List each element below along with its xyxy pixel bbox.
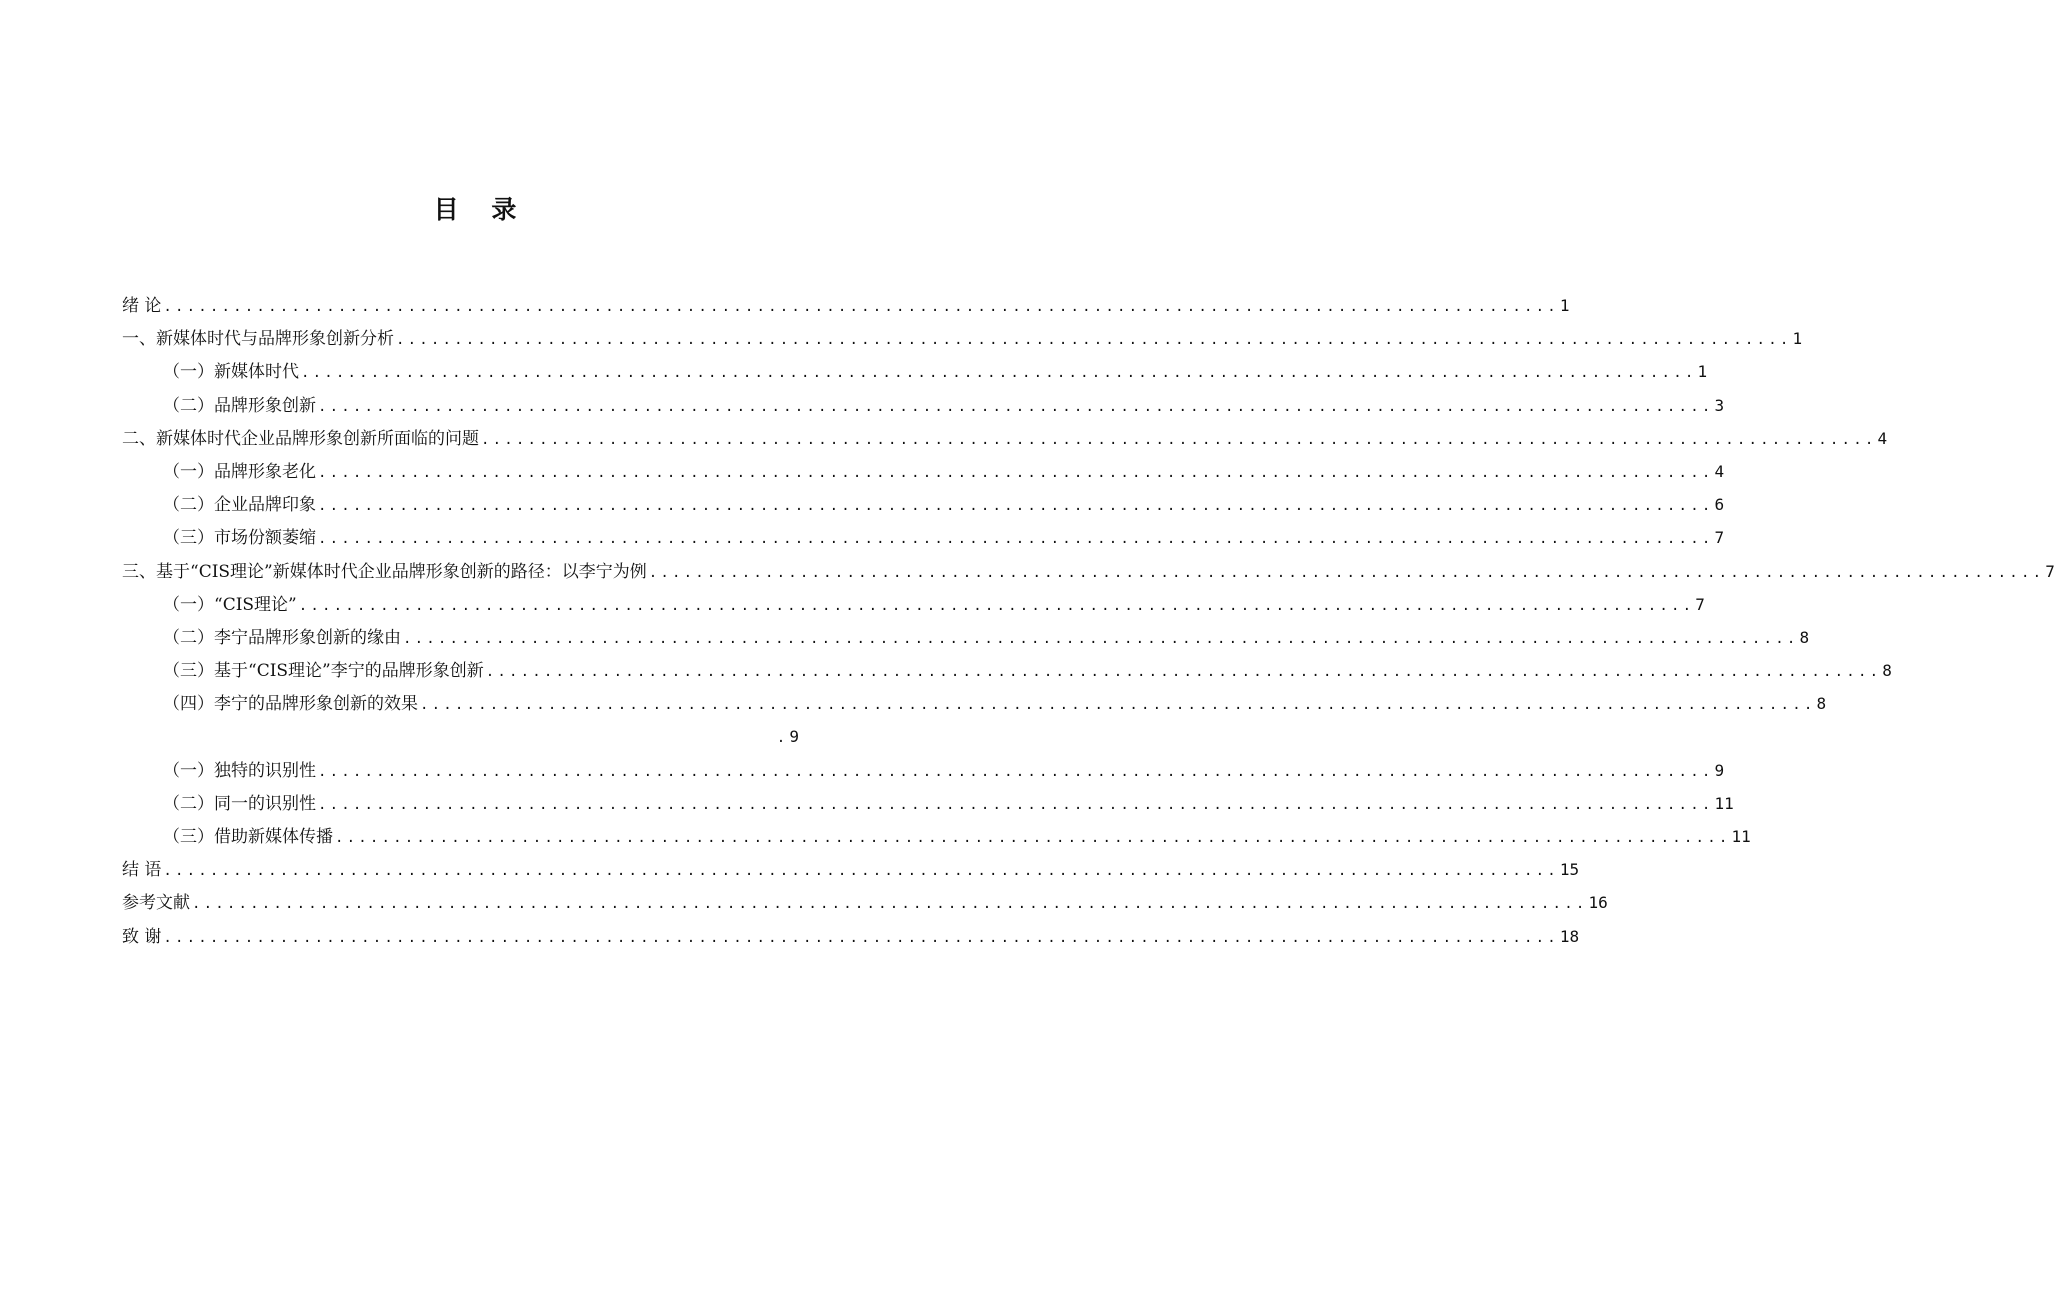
dot-leader: ........................................................................................................................: [301, 365, 1697, 382]
toc-entry-title: （二）同一的识别性: [163, 793, 316, 814]
toc-entry[interactable]: [122, 720, 799, 753]
dot-leader: ........................................................................................................................: [420, 697, 1816, 714]
toc-page-number: 1: [1792, 329, 1803, 349]
toc-page-number: 16: [1588, 893, 1608, 913]
toc-entry[interactable]: [122, 687, 1827, 720]
dot-leader: ........................................................................................................................: [318, 796, 1714, 813]
toc-entry[interactable]: [122, 322, 1803, 355]
dot-leader: ........................................................................................................................: [318, 464, 1714, 481]
toc-entry-title: （一）品牌形象老化: [163, 461, 316, 482]
toc-entry[interactable]: [122, 654, 1892, 687]
toc-entry-title: （三）借助新媒体传播: [163, 827, 333, 847]
toc-entry[interactable]: [122, 820, 1751, 853]
toc-entry[interactable]: [122, 521, 1725, 554]
toc-entry-title: （一）“CIS理论”: [163, 594, 297, 615]
toc-page-number: 1: [1697, 362, 1708, 382]
dot-leader: ........................................................................................................................: [481, 431, 1877, 448]
dot-leader: ........................................................................................................................: [163, 299, 1559, 315]
toc-page-number: 9: [789, 727, 799, 747]
toc-entry-title: 三、基于“CIS理论”新媒体时代企业品牌形象创新的路径：以李宁为例: [122, 561, 647, 582]
toc-entry-title: （二）李宁品牌形象创新的缘由: [163, 627, 401, 648]
toc-page-number: 7: [1695, 594, 1705, 614]
toc-entry-title: 一、新媒体时代与品牌形象创新分析: [122, 329, 394, 350]
toc-entry-title: 结 语: [122, 860, 162, 881]
toc-entry[interactable]: [122, 289, 1570, 322]
dot-leader: ........................................................................................................................: [318, 398, 1714, 415]
toc-page-number: 11: [1714, 793, 1734, 813]
dot-leader: ........................................................................................................................: [298, 597, 1695, 614]
dot-leader: ........................................................................................................................: [163, 863, 1559, 880]
toc-entry[interactable]: [122, 455, 1725, 488]
toc-entry-title: （二）品牌形象创新: [163, 395, 316, 416]
toc-page-number: 8: [1799, 627, 1810, 647]
toc-page-number: 9: [1714, 760, 1725, 780]
toc-page-number: 4: [1877, 428, 1888, 448]
dot-leader: ........................................................................................................................: [403, 630, 1799, 647]
toc-entry-title: 二、新媒体时代企业品牌形象创新所面临的问题: [122, 428, 479, 449]
toc-entry[interactable]: [122, 754, 1725, 787]
toc-entry-title: （一）新媒体时代: [163, 362, 299, 383]
toc-entry[interactable]: [122, 389, 1725, 422]
table-of-contents: [122, 289, 2055, 953]
toc-page-number: 11: [1731, 827, 1751, 846]
toc-page-number: 7: [1714, 528, 1725, 548]
dot-leader: ........................................................................................................................: [648, 564, 2045, 581]
toc-page-number: 1: [1559, 296, 1570, 315]
toc-entry[interactable]: [122, 355, 1708, 388]
dot-leader: ........................................................................................................................: [318, 531, 1714, 548]
toc-page-number: 8: [1882, 661, 1892, 681]
toc-page-number: 6: [1714, 495, 1725, 515]
toc-entry[interactable]: [122, 621, 1810, 654]
toc-entry[interactable]: [122, 920, 1580, 953]
toc-entry[interactable]: [122, 787, 1734, 820]
toc-entry-title: （一）独特的识别性: [163, 760, 316, 781]
dot-leader: ........................................................................................................................: [335, 830, 1731, 846]
dot-leader: ........................................................................................................................: [318, 763, 1714, 780]
toc-entry-title: （三）市场份额萎缩: [163, 528, 316, 549]
toc-page-number: 18: [1559, 926, 1580, 946]
dot-leader: .: [776, 730, 789, 747]
toc-entry-title: （四）李宁的品牌形象创新的效果: [163, 694, 418, 715]
toc-entry[interactable]: [122, 488, 1725, 521]
toc-page-number: 3: [1714, 395, 1725, 415]
toc-entry[interactable]: [122, 555, 2055, 588]
toc-page-number: 4: [1714, 461, 1725, 481]
toc-entry-title: 绪 论: [122, 296, 162, 316]
dot-leader: ........................................................................................................................: [318, 498, 1714, 515]
toc-entry-title: （三）基于“CIS理论”李宁的品牌形象创新: [163, 661, 484, 682]
toc-entry-title: 致 谢: [122, 926, 162, 947]
toc-entry-title: （二）企业品牌印象: [163, 495, 316, 516]
toc-page-number: 8: [1816, 694, 1827, 714]
dot-leader: ........................................................................................................................: [485, 664, 1882, 681]
toc-entry-title: 参考文献: [122, 893, 190, 914]
page-title: 目 录: [433, 195, 529, 224]
toc-entry[interactable]: [122, 886, 1608, 919]
dot-leader: ........................................................................................................................: [192, 896, 1588, 913]
dot-leader: ........................................................................................................................: [163, 929, 1559, 946]
toc-page-number: 7: [2045, 561, 2055, 581]
toc-entry[interactable]: [122, 588, 1705, 621]
toc-entry[interactable]: [122, 853, 1580, 886]
toc-page-number: 15: [1559, 860, 1580, 880]
dot-leader: ........................................................................................................................: [396, 332, 1792, 349]
toc-entry[interactable]: [122, 422, 1888, 455]
